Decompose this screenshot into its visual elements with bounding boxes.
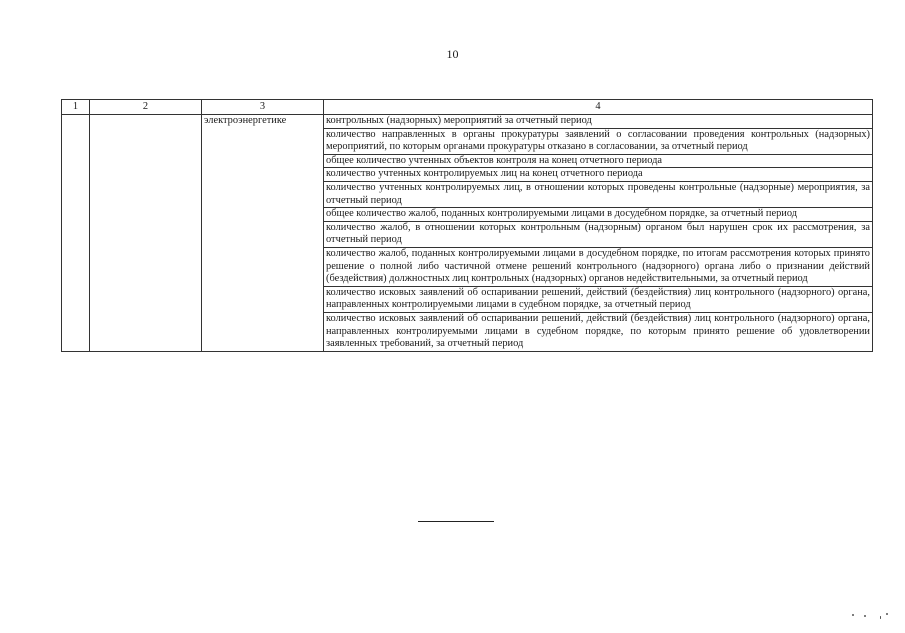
indicator-cell: количество направленных в органы прокуратуры заявлений о согласовании проведения контрольных (надзорных) мероприятий, по которым органами прокуратуры отказано в согласовании, за отчетный период <box>324 128 873 154</box>
column-header-1: 1 <box>62 100 90 115</box>
indicators-table <box>61 99 873 352</box>
scan-speck <box>880 616 881 619</box>
scan-speck <box>886 613 888 615</box>
indicator-cell: количество учтенных контролируемых лиц на конец отчетного периода <box>324 168 873 182</box>
indicator-cell: количество жалоб, поданных контролируемыми лицами в досудебном порядке, по итогам рассмотрения которых принято решение о полной либо частичной отмене решений контрольного (надзорного) органа либо о признании действий (бездействия) должностных лиц контрольных (надзорных) органов недействительными, за отчетный период <box>324 247 873 286</box>
indicator-cell: общее количество жалоб, поданных контролируемыми лицами в досудебном порядке, за отчетный период <box>324 208 873 222</box>
table-row <box>62 115 873 129</box>
indicator-cell: количество учтенных контролируемых лиц, в отношении которых проведены контрольные (надзорные) мероприятия, за отчетный период <box>324 181 873 207</box>
column-header-2: 2 <box>90 100 202 115</box>
column-1-cell <box>62 115 90 352</box>
indicator-cell: количество исковых заявлений об оспаривании решений, действий (бездействия) лиц контрольного (надзорного) органа, направленных контролируемыми лицами в судебном порядке, за отчетный период <box>324 286 873 312</box>
indicator-cell: количество исковых заявлений об оспаривании решений, действий (бездействия) лиц контрольного (надзорного) органа, направленных контролируемыми лицами в судебном порядке, по которым принято решение об удовлетворении заявленных требований, за отчетный период <box>324 312 873 351</box>
page-number: 10 <box>446 47 459 61</box>
footnote-separator-line <box>418 521 494 522</box>
scan-speck <box>852 614 854 616</box>
scan-speck <box>864 615 866 617</box>
indicator-cell: количество жалоб, в отношении которых контрольным (надзорным) органом был нарушен срок их рассмотрения, за отчетный период <box>324 221 873 247</box>
column-2-cell <box>90 115 202 352</box>
indicator-cell: контрольных (надзорных) мероприятий за отчетный период <box>324 115 873 129</box>
column-header-3: 3 <box>202 100 324 115</box>
indicator-cell: общее количество учтенных объектов контроля на конец отчетного периода <box>324 154 873 168</box>
column-header-4: 4 <box>324 100 873 115</box>
table-header-row <box>62 100 873 115</box>
column-3-cell: электроэнергетике <box>202 115 324 352</box>
